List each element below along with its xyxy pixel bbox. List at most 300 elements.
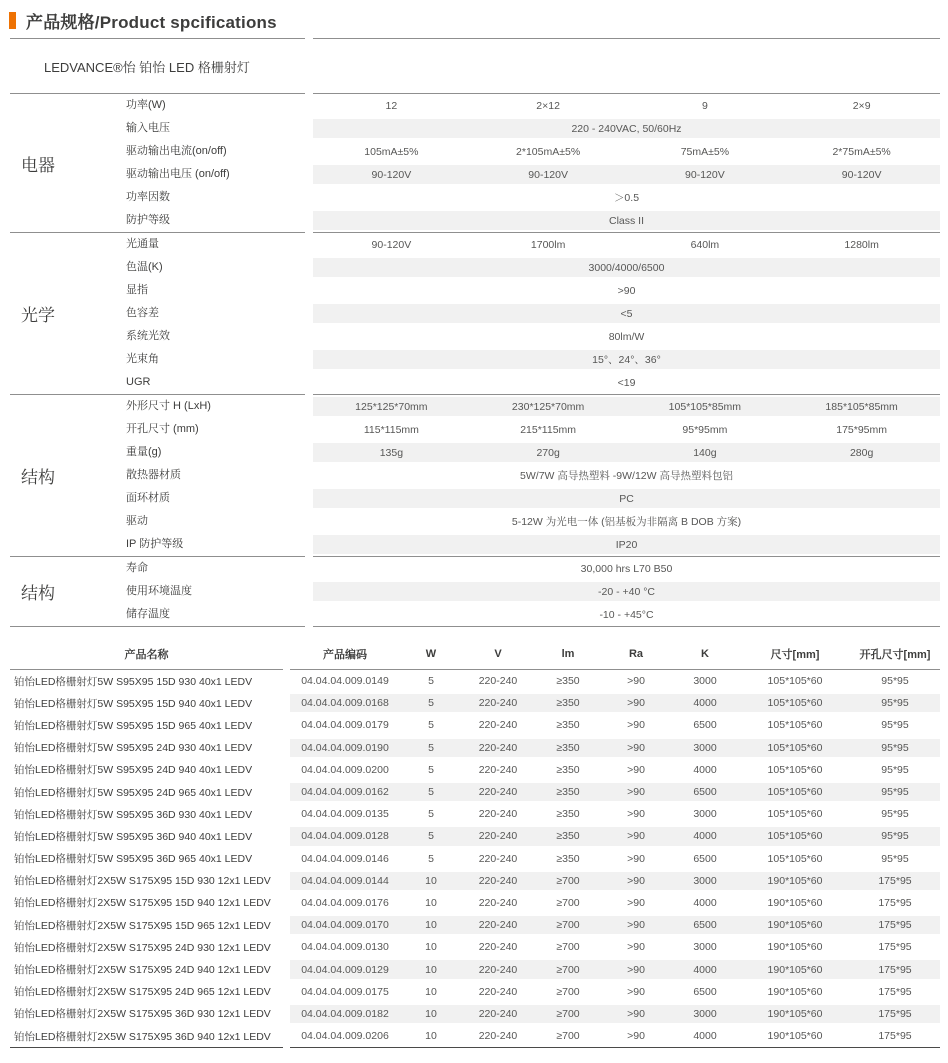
product-code-cell: 04.04.04.009.0135 — [301, 808, 389, 821]
spec-row-label: 输入电压 — [126, 122, 170, 134]
product-code-header: 产品编码 — [323, 649, 367, 661]
product-name-cell: 铂怡LED格栅射灯2X5W S175X95 36D 930 12x1 LEDV — [14, 1008, 271, 1021]
spec-value-cell: 90-120V — [528, 168, 568, 181]
spec-row-label: 显指 — [126, 284, 148, 296]
column-gap — [283, 803, 290, 825]
product-name-cell: 铂怡LED格栅射灯2X5W S175X95 24D 940 12x1 LEDV — [14, 964, 271, 977]
product-name-cell: 铂怡LED格栅射灯5W S95X95 36D 930 40x1 LEDV — [14, 808, 253, 821]
column-gap — [283, 692, 290, 714]
w-cell: 10 — [425, 941, 437, 954]
spec-row-label: 驱动输出电流(on/off) — [126, 145, 227, 157]
lm-cell: ≥700 — [556, 1007, 580, 1020]
spec-value-row — [313, 557, 940, 580]
hole-size-header: 开孔尺寸[mm] — [859, 649, 931, 661]
w-cell: 10 — [425, 985, 437, 998]
product-table — [0, 639, 948, 1048]
hole-size-cell: 175*95 — [878, 896, 912, 909]
spec-merged-value: -20 - +40 °C — [597, 585, 656, 598]
w-cell: 5 — [428, 786, 434, 799]
product-row-values — [290, 692, 940, 714]
v-cell: 220-240 — [478, 719, 518, 732]
spec-row-labels — [126, 395, 305, 556]
k-cell: 4000 — [693, 697, 717, 710]
product-name-cell: 铂怡LED格栅射灯5W S95X95 36D 940 40x1 LEDV — [14, 830, 253, 843]
product-row-values — [290, 759, 940, 781]
ra-cell: >90 — [627, 1030, 645, 1043]
size-cell: 105*105*60 — [767, 763, 823, 776]
size-cell: 190*105*60 — [767, 963, 823, 976]
lm-cell: ≥350 — [556, 786, 580, 799]
spec-group-values — [313, 93, 940, 232]
spec-value-cell: 105mA±5% — [364, 145, 419, 158]
hole-size-cell: 175*95 — [878, 941, 912, 954]
hole-size-cell: 175*95 — [878, 919, 912, 932]
spec-merged-value: 80lm/W — [608, 330, 645, 343]
rule-segment — [10, 626, 305, 627]
spec-value-cell: 2*105mA±5% — [516, 145, 581, 158]
ra-cell: >90 — [627, 697, 645, 710]
lm-cell: ≥700 — [556, 985, 580, 998]
group-label: 结构 — [21, 584, 55, 603]
w-cell: 5 — [428, 697, 434, 710]
spec-row-label: 系统光效 — [126, 330, 170, 342]
ra-cell: >90 — [627, 919, 645, 932]
hole-size-cell: 175*95 — [878, 985, 912, 998]
size-cell: 190*105*60 — [767, 1030, 823, 1043]
spec-value-row — [313, 441, 940, 464]
product-code-cell: 04.04.04.009.0170 — [301, 919, 389, 932]
v-cell: 220-240 — [478, 852, 518, 865]
column-gap — [283, 870, 290, 892]
spec-value-cell: 12 — [385, 99, 398, 112]
product-row-values — [290, 870, 940, 892]
spec-table-title-row — [10, 38, 940, 93]
spec-value-cell: 95*95mm — [682, 423, 728, 436]
size-cell: 190*105*60 — [767, 1007, 823, 1020]
spec-value-row — [313, 510, 940, 533]
v-cell: 220-240 — [478, 675, 518, 688]
title-accent-bar-icon — [9, 12, 16, 29]
spec-row-labels — [126, 557, 305, 626]
ra-cell: >90 — [627, 985, 645, 998]
spec-row-label: 防护等级 — [126, 214, 170, 226]
v-cell: 220-240 — [478, 941, 518, 954]
spec-value-row — [313, 279, 940, 302]
table-row — [10, 892, 940, 914]
ra-cell: >90 — [627, 675, 645, 688]
k-cell: 4000 — [693, 963, 717, 976]
spec-value-cell: 9 — [701, 99, 708, 112]
column-gap — [283, 981, 290, 1003]
k-cell: 6500 — [693, 786, 717, 799]
product-name-cell: 铂怡LED格栅射灯5W S95X95 24D 930 40x1 LEDV — [14, 742, 253, 755]
size-cell: 105*105*60 — [767, 697, 823, 710]
lm-cell: ≥700 — [556, 963, 580, 976]
column-gap — [305, 394, 313, 556]
hole-size-cell: 95*95 — [881, 697, 909, 710]
spec-group — [10, 394, 940, 556]
spec-value-row — [313, 94, 940, 117]
spec-value-row — [313, 533, 940, 556]
k-cell: 3000 — [693, 675, 717, 688]
product-row-values — [290, 670, 940, 692]
k-cell: 3000 — [693, 741, 717, 754]
table-row — [10, 981, 940, 1003]
column-gap — [283, 1047, 290, 1048]
spec-row-label: 驱动 — [126, 515, 148, 527]
size-cell: 190*105*60 — [767, 896, 823, 909]
column-gap — [283, 958, 290, 980]
column-gap — [283, 670, 290, 692]
k-cell: 6500 — [693, 985, 717, 998]
w-cell: 5 — [428, 852, 434, 865]
spec-merged-value: Class II — [608, 214, 644, 227]
v-cell: 220-240 — [478, 786, 518, 799]
rule-segment — [290, 1047, 940, 1048]
v-cell: 220-240 — [478, 1007, 518, 1020]
ra-cell: >90 — [627, 830, 645, 843]
spec-value-cell: 1700lm — [530, 238, 566, 251]
spec-group-values — [313, 232, 940, 394]
spec-group-values — [313, 556, 940, 626]
product-code-cell: 04.04.04.009.0175 — [301, 985, 389, 998]
spec-merged-value: <19 — [617, 376, 636, 389]
hole-size-cell: 95*95 — [881, 808, 909, 821]
lm-cell: ≥350 — [556, 830, 580, 843]
spec-merged-value: ＞0.5 — [613, 192, 640, 204]
ra-cell: >90 — [627, 874, 645, 887]
product-name-cell: 铂怡LED格栅射灯5W S95X95 24D 940 40x1 LEDV — [14, 764, 253, 777]
table-row — [10, 825, 940, 847]
hole-size-cell: 95*95 — [881, 786, 909, 799]
column-gap — [305, 38, 313, 93]
page-title: 产品规格/Product spcifications — [26, 12, 277, 32]
size-cell: 105*105*60 — [767, 808, 823, 821]
product-row-values — [290, 825, 940, 847]
product-name-cell: 铂怡LED格栅射灯2X5W S175X95 15D 940 12x1 LEDV — [14, 897, 271, 910]
product-row-values — [290, 803, 940, 825]
spec-value-row — [313, 233, 940, 256]
spec-merged-value: IP20 — [615, 538, 638, 551]
product-code-cell: 04.04.04.009.0200 — [301, 763, 389, 776]
k-cell: 6500 — [693, 919, 717, 932]
spec-table — [0, 38, 948, 627]
spec-value-cell: 90-120V — [371, 238, 412, 251]
spec-row-label: 寿命 — [126, 562, 148, 574]
spec-value-row — [313, 117, 940, 140]
w-cell: 5 — [428, 830, 434, 843]
spec-value-row — [313, 487, 940, 510]
v-cell: 220-240 — [478, 896, 518, 909]
rule-segment — [313, 626, 940, 627]
product-code-cell: 04.04.04.009.0130 — [301, 941, 389, 954]
spec-group-values — [313, 394, 940, 556]
product-table-rows — [0, 670, 948, 1047]
table-row — [10, 958, 940, 980]
spec-row-label: 散热器材质 — [126, 469, 181, 481]
column-gap — [283, 714, 290, 736]
table-row — [10, 936, 940, 958]
spec-value-cell: 185*105*85mm — [825, 400, 898, 413]
k-cell: 6500 — [693, 719, 717, 732]
spec-value-cell: 1280lm — [844, 238, 879, 251]
spec-value-row — [313, 209, 940, 232]
spec-row-label: 功率(W) — [126, 99, 166, 111]
product-table-header — [10, 639, 940, 670]
w-cell: 10 — [425, 919, 437, 932]
lm-cell: ≥700 — [556, 919, 580, 932]
spec-row-label: IP 防护等级 — [126, 538, 184, 550]
spec-value-cell: 175*95mm — [836, 423, 888, 436]
spec-merged-value: 3000/4000/6500 — [588, 261, 665, 274]
product-name-cell: 铂怡LED格栅射灯2X5W S175X95 24D 930 12x1 LEDV — [14, 941, 271, 954]
w-cell: 5 — [428, 763, 434, 776]
w-cell: 10 — [425, 963, 437, 976]
column-gap — [305, 626, 313, 627]
spec-row-label: 使用环境温度 — [126, 585, 192, 597]
product-name-cell: 铂怡LED格栅射灯2X5W S175X95 24D 965 12x1 LEDV — [14, 986, 271, 999]
k-cell: 3000 — [693, 808, 717, 821]
spec-value-cell: 135g — [379, 446, 404, 459]
hole-size-cell: 175*95 — [878, 1030, 912, 1043]
spec-value-cell: 2×9 — [852, 99, 871, 112]
k-cell: 4000 — [693, 1030, 717, 1043]
spec-group-left — [10, 394, 305, 556]
spec-row-label: 驱动输出电压 (on/off) — [126, 168, 230, 180]
product-row-values — [290, 958, 940, 980]
group-label: 结构 — [21, 468, 55, 487]
spec-row-label: 功率因数 — [126, 191, 170, 203]
k-cell: 3000 — [693, 941, 717, 954]
w-cell: 5 — [428, 719, 434, 732]
size-cell: 105*105*60 — [767, 786, 823, 799]
product-code-cell: 04.04.04.009.0162 — [301, 786, 389, 799]
spec-row-label: 光束角 — [126, 353, 159, 365]
spec-value-cell: 230*125*70mm — [511, 400, 585, 413]
size-cell: 105*105*60 — [767, 852, 823, 865]
spec-merged-value: PC — [619, 492, 634, 505]
spec-value-row — [313, 302, 940, 325]
v-cell: 220-240 — [478, 963, 518, 976]
v-header: V — [494, 648, 502, 660]
spec-row-label: 储存温度 — [126, 608, 170, 620]
lm-cell: ≥700 — [556, 896, 580, 909]
spec-row-label: 面环材质 — [126, 492, 170, 504]
spec-value-row — [313, 186, 940, 209]
spec-value-cell: 75mA±5% — [680, 145, 730, 158]
column-gap — [283, 781, 290, 803]
column-gap — [283, 737, 290, 759]
product-name-cell: 铂怡LED格栅射灯5W S95X95 36D 965 40x1 LEDV — [14, 853, 253, 866]
spec-group-left — [10, 232, 305, 394]
spec-value-cell: 90-120V — [371, 168, 412, 181]
w-cell: 5 — [428, 675, 434, 688]
ra-cell: >90 — [627, 941, 645, 954]
spec-row-labels — [126, 233, 305, 394]
table-row — [10, 714, 940, 736]
product-code-cell: 04.04.04.009.0190 — [301, 741, 389, 754]
w-cell: 5 — [428, 741, 434, 754]
column-gap — [305, 232, 313, 394]
k-cell: 3000 — [693, 874, 717, 887]
spec-row-label: 色温(K) — [126, 261, 163, 273]
product-row-values — [290, 848, 940, 870]
column-gap — [305, 556, 313, 626]
spec-group — [10, 93, 940, 232]
size-cell: 105*105*60 — [767, 830, 823, 843]
column-gap — [283, 848, 290, 870]
w-cell: 10 — [425, 874, 437, 887]
spec-merged-value: 15°、24°、36° — [592, 354, 661, 366]
spec-value-cell: 215*115mm — [520, 423, 577, 436]
ra-cell: >90 — [627, 963, 645, 976]
k-cell: 6500 — [693, 852, 717, 865]
spec-row-label: 色容差 — [126, 307, 159, 319]
product-code-cell: 04.04.04.009.0146 — [301, 852, 389, 865]
product-row-values — [290, 737, 940, 759]
hole-size-cell: 95*95 — [881, 830, 909, 843]
product-code-cell: 04.04.04.009.0182 — [301, 1007, 389, 1020]
spec-value-row — [313, 418, 940, 441]
product-row-values — [290, 936, 940, 958]
table-row — [10, 759, 940, 781]
spec-value-row — [313, 464, 940, 487]
column-gap — [283, 1025, 290, 1047]
lm-cell: ≥350 — [556, 808, 580, 821]
v-cell: 220-240 — [478, 808, 518, 821]
hole-size-cell: 95*95 — [881, 675, 909, 688]
table-row — [10, 870, 940, 892]
hole-size-cell: 175*95 — [878, 874, 912, 887]
spec-table-bottom-rule — [10, 626, 940, 627]
spec-groups — [0, 93, 948, 626]
lm-cell: ≥700 — [556, 874, 580, 887]
spec-row-label: 外形尺寸 H (LxH) — [126, 400, 211, 412]
page-header — [0, 0, 948, 30]
ra-header: Ra — [628, 648, 644, 660]
size-cell: 190*105*60 — [767, 919, 823, 932]
lm-cell: ≥350 — [556, 697, 580, 710]
v-cell: 220-240 — [478, 763, 518, 776]
product-name-cell: 铂怡LED格栅射灯5W S95X95 15D 930 40x1 LEDV — [14, 675, 253, 688]
ra-cell: >90 — [627, 1007, 645, 1020]
table-row — [10, 1025, 940, 1047]
product-code-cell: 04.04.04.009.0206 — [301, 1030, 389, 1043]
table-row — [10, 670, 940, 692]
spec-merged-value: 30,000 hrs L70 B50 — [580, 562, 673, 575]
product-row-values — [290, 714, 940, 736]
spec-value-cell: 115*115mm — [363, 423, 419, 436]
k-cell: 4000 — [693, 830, 717, 843]
hole-size-cell: 95*95 — [881, 763, 909, 776]
spec-merged-value: 220 - 240VAC, 50/60Hz — [571, 122, 682, 135]
spec-merged-value: 5-12W 为光电一体 (铝基板为非隔离 B DOB 方案) — [511, 516, 742, 528]
size-cell: 190*105*60 — [767, 985, 823, 998]
spec-merged-value: 5W/7W 高导热塑料 -9W/12W 高导热塑料包铝 — [520, 470, 733, 482]
spec-group — [10, 556, 940, 626]
spec-value-row — [313, 371, 940, 394]
lm-cell: ≥350 — [556, 675, 580, 688]
lm-header: lm — [561, 648, 575, 660]
spec-value-cell: 640lm — [690, 238, 720, 251]
product-row-values — [290, 914, 940, 936]
v-cell: 220-240 — [478, 985, 518, 998]
product-name-cell: 铂怡LED格栅射灯2X5W S175X95 36D 940 12x1 LEDV — [14, 1030, 271, 1043]
product-row-values — [290, 981, 940, 1003]
spec-value-cell: 140g — [693, 446, 717, 459]
spec-value-cell: 90-120V — [685, 168, 725, 181]
spec-row-label: 重量(g) — [126, 446, 162, 458]
product-line-title: LEDVANCE®怡 铂怡 LED 格栅射灯 — [10, 38, 305, 93]
product-name-cell: 铂怡LED格栅射灯2X5W S175X95 15D 965 12x1 LEDV — [14, 919, 271, 932]
ra-cell: >90 — [627, 763, 645, 776]
ra-cell: >90 — [627, 719, 645, 732]
hole-size-cell: 95*95 — [881, 719, 909, 732]
group-label: 光学 — [21, 306, 55, 325]
v-cell: 220-240 — [478, 741, 518, 754]
spec-value-row — [313, 395, 940, 418]
spec-group-left — [10, 556, 305, 626]
lm-cell: ≥350 — [556, 741, 580, 754]
k-cell: 4000 — [693, 896, 717, 909]
product-code-cell: 04.04.04.009.0128 — [301, 830, 389, 843]
spec-row-label: 光通量 — [126, 238, 159, 250]
w-cell: 10 — [425, 896, 437, 909]
spec-value-cell: 2*75mA±5% — [832, 145, 891, 158]
hole-size-cell: 175*95 — [878, 963, 912, 976]
product-name-cell: 铂怡LED格栅射灯5W S95X95 15D 940 40x1 LEDV — [14, 697, 253, 710]
product-code-cell: 04.04.04.009.0149 — [301, 675, 389, 688]
lm-cell: ≥350 — [556, 852, 580, 865]
spec-merged-value: >90 — [617, 284, 636, 297]
hole-size-cell: 95*95 — [881, 852, 909, 865]
column-gap — [283, 1003, 290, 1025]
product-code-cell: 04.04.04.009.0129 — [301, 963, 389, 976]
spec-row-label: 开孔尺寸 (mm) — [126, 423, 199, 435]
column-gap — [283, 825, 290, 847]
spec-value-row — [313, 580, 940, 603]
spec-value-cell: 270g — [536, 446, 560, 459]
spec-value-row — [313, 603, 940, 626]
product-row-values — [290, 1003, 940, 1025]
spec-group-left — [10, 93, 305, 232]
size-cell: 190*105*60 — [767, 874, 823, 887]
table-row — [10, 914, 940, 936]
spec-table-title-spacer — [313, 38, 940, 93]
table-row — [10, 692, 940, 714]
ra-cell: >90 — [627, 786, 645, 799]
ra-cell: >90 — [627, 741, 645, 754]
product-row-values — [290, 1025, 940, 1047]
product-code-cell: 04.04.04.009.0176 — [301, 896, 389, 909]
spec-value-row — [313, 140, 940, 163]
size-header: 尺寸[mm] — [770, 649, 820, 661]
product-name-cell: 铂怡LED格栅射灯5W S95X95 15D 965 40x1 LEDV — [14, 719, 253, 732]
spec-value-row — [313, 348, 940, 371]
column-gap — [283, 759, 290, 781]
rule-segment — [10, 1047, 283, 1048]
column-gap — [305, 93, 313, 232]
size-cell: 105*105*60 — [767, 719, 823, 732]
v-cell: 220-240 — [478, 830, 518, 843]
k-cell: 4000 — [693, 763, 717, 776]
table-row — [10, 803, 940, 825]
spec-value-row — [313, 163, 940, 186]
table-row — [10, 1003, 940, 1025]
product-table-bottom-rule — [10, 1047, 940, 1048]
spec-value-row — [313, 256, 940, 279]
ra-cell: >90 — [627, 808, 645, 821]
